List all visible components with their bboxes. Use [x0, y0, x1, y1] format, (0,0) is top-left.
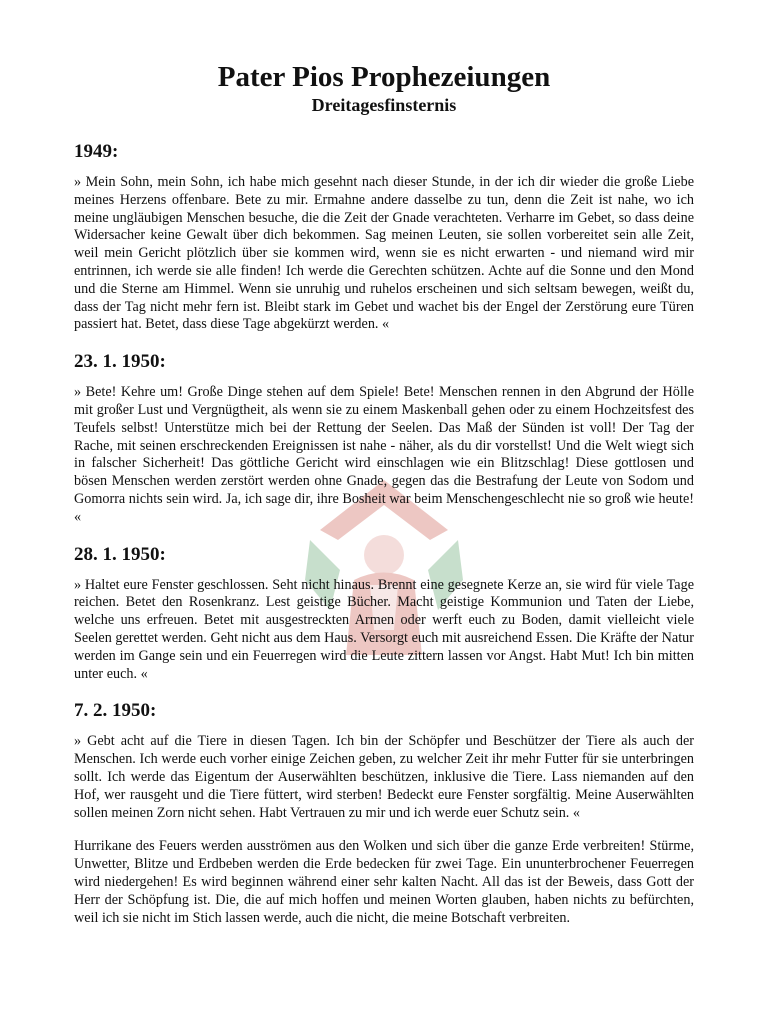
section-text: » Haltet eure Fenster geschlossen. Seht nicht hinaus. Brennt eine gesegnete Kerze an, sie wird für viele Tage reichen. Betet den Rosenkranz. Lest geistige Bücher. Macht geistige Kommunion und Taten der Liebe, welche uns erfreuen. Betet mit ausgestreckten Armen oder werft euch zu Boden, damit vielleicht viele Seelen gerettet werden. Geht nicht aus dem Haus. Versorgt euch mit ausreichend Essen. Die Kräfte der Natur werden im Gange sein und ein Feuerregen wird die Leute zittern lassen vor Angst. Habt Mut! Ich bin mitten unter euch. «: [74, 576, 694, 682]
section-heading: 1949:: [74, 141, 119, 162]
section-text-continued: Hurrikane des Feuers werden ausströmen aus den Wolken und sich über die ganze Erde verbreiten! Stürme, Unwetter, Blitze und Erdbeben werden die Erde bedecken für zwei Tage. Ein ununterbrochener Feuerregen wird niedergehen! Es wird beginnen während einer sehr kalten Nacht. All das ist der Beweis, dass Gott der Herr der Schöpfung ist. Die, die auf mich hoffen und meinen Worten glauben, haben nichts zu befürchten, weil ich sie nicht im Stich lassen werde, auch die nicht, die meine Botschaft verbreiten.: [74, 838, 694, 926]
document-subtitle: Dreitagesfinsternis: [311, 95, 457, 115]
section-text: » Bete! Kehre um! Große Dinge stehen auf dem Spiele! Bete! Menschen rennen in den Abgrund der Hölle mit großer Lust und Vergnügtheit, als wenn sie zu einem Maskenball gehen oder zu einem Hochzeitsfest des Teufels selbst! Unterstütze mich bei der Rettung der Seelen. Das Maß der Sünden ist voll! Der Tag der Rache, mit seinen erschreckenden Ereignissen ist nahe - näher, als du dir vorstellst! Und die Welt wiegt sich in falscher Sicherheit! Das göttliche Gericht wird einschlagen wie ein Blitzschlag! Diese gottlosen und bösen Menschen werden zerstört werden ohne Gnade, gegen das die Bestrafung der Leute von Sodom und Gomorra nichts sein wird. Ja, ich sage dir, ihre Bosheit war beim Menschengeschlecht nie so groß wie heute! «: [74, 384, 694, 525]
document-content: [74, 60, 694, 943]
section-heading: 7. 2. 1950:: [74, 700, 157, 722]
section-1949: [74, 140, 694, 334]
section-1950-02-07: [74, 699, 694, 927]
section-1950-01-23: [74, 350, 694, 526]
section-heading: 28. 1. 1950:: [74, 543, 166, 565]
section-text: » Gebt acht auf die Tiere in diesen Tagen. Ich bin der Schöpfer und Beschützer der Tiere als auch der Menschen. Ich werde euch vorher einige Zeichen geben, zu welcher Zeit ihr mehr Futter für sie unterbringen sollt. Ich werde das Eigentum der Auserwählten beschützen, inklusive die Tiere. Lass niemanden auf den Hof, wer rausgeht und die Tiere füttert, wird sterben! Bedeckt eure Fenster sorgfältig. Meine Auserwählten sollen meinen Zorn nicht sehen. Habt Vertrauen zu mir und ich werde euer Schutz sein. «: [74, 733, 694, 821]
section-heading: 23. 1. 1950:: [74, 351, 166, 373]
section-1950-01-28: [74, 543, 694, 684]
document-title: Pater Pios Prophezeiungen: [217, 61, 551, 93]
section-text: » Mein Sohn, mein Sohn, ich habe mich gesehnt nach dieser Stunde, in der ich dir wieder die große Liebe meines Herzens offenbare. Bete zu mir. Ermahne andere dasselbe zu tun, denn die Zeit ist nahe, wo ich meine ungläubigen Menschen besuche, die die Zeit der Gnade verachteten. Verharre im Gebet, so dass deine Widersacher keine Gewalt über dich bekommen. Sag meinen Leuten, sie sollen vorbereitet sein alle Zeit, weil mein Gericht plötzlich über sie kommen wird, wenn sie es nicht erwarten - und niemand wird mir entrinnen, ich werde sie alle finden! Ich werde die Gerechten schützen. Achte auf die Sonne und den Mond und die Sterne am Himmel. Wenn sie unruhig und ruhelos erscheinen und sich seltsam bewegen, weißt du, dass der Tag nicht mehr fern ist. Bleibt stark im Gebet und wachet bis der Engel der Zerstörung eure Türen passiert hat. Betet, dass diese Tage abgekürzt werden. «: [74, 174, 694, 333]
